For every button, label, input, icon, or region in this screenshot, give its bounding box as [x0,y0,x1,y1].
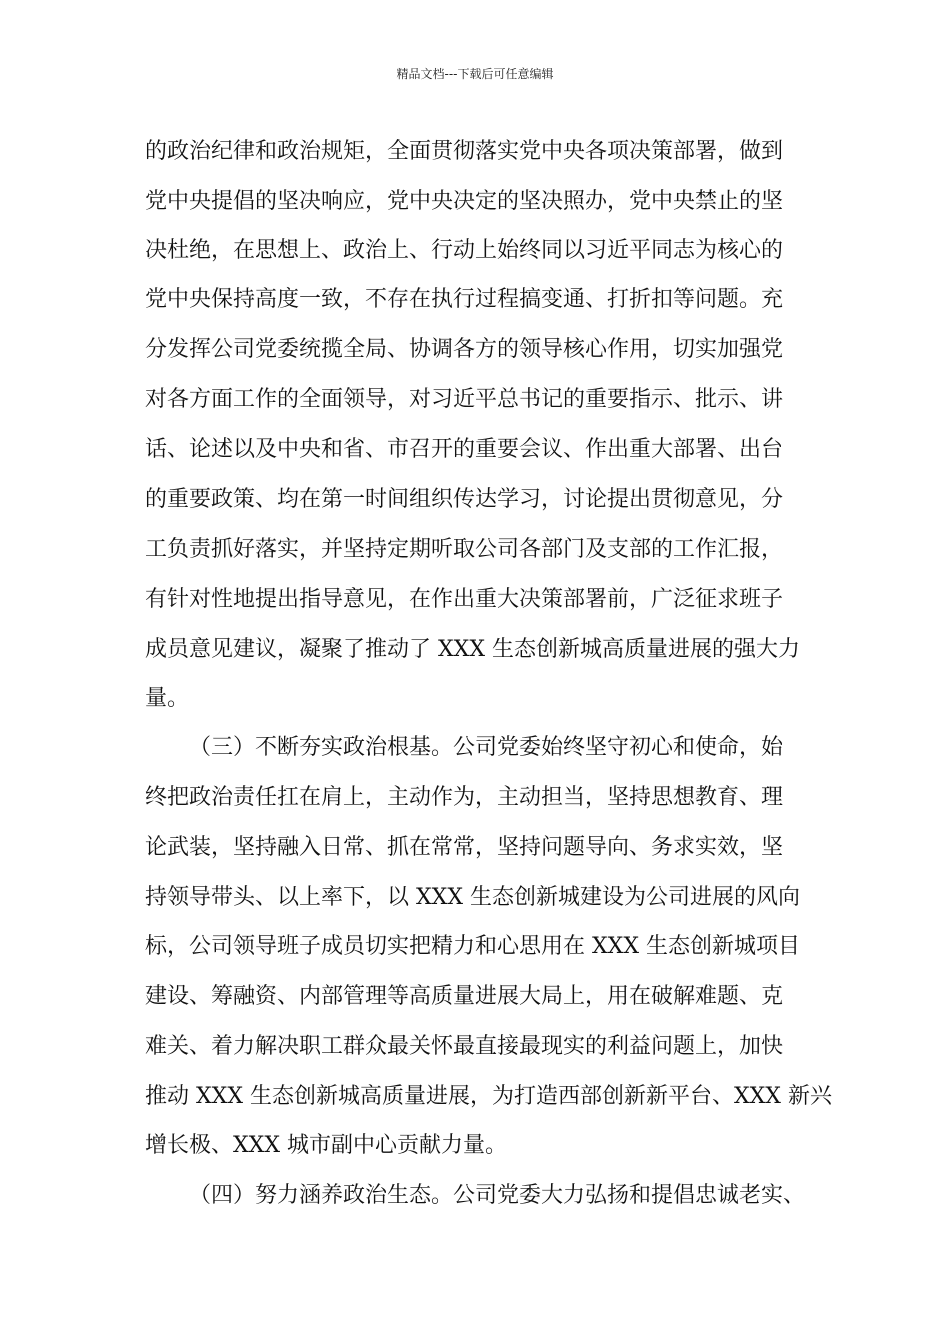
body-line: 有针对性地提出指导意见，在作出重大决策部署前，广泛征求班子 [145,587,784,612]
paragraph-start-line: （三）不断夯实政治根基。公司党委始终坚守初心和使命，始 [189,735,784,760]
body-line: 党中央保持高度一致，不存在执行过程搞变通、打折扣等问题。充 [145,287,784,312]
body-line: 量。 [145,686,190,711]
body-line: 标，公司领导班子成员切实把精力和心思用在 XXX 生态创新城项目 [145,934,800,959]
body-line: 决杜绝，在思想上、政治上、行动上始终同以习近平同志为核心的 [145,238,784,263]
body-line: 难关、着力解决职工群众最关怀最直接最现实的利益问题上，加快 [145,1034,784,1059]
paragraph-start-line: （四）努力涵养政治生态。公司党委大力弘扬和提倡忠诚老实、 [189,1183,806,1208]
body-line: 论武装，坚持融入日常、抓在常常，坚持问题导向、务求实效，坚 [145,835,784,860]
page-header: 精品文档---下载后可任意编辑 [396,67,554,81]
body-line: 持领导带头、以上率下，以 XXX 生态创新城建设为公司进展的风向 [145,885,800,910]
body-line: 的政治纪律和政治规矩，全面贯彻落实党中央各项决策部署，做到 [145,139,784,164]
body-line: 分发挥公司党委统揽全局、协调各方的领导核心作用，切实加强党 [145,337,784,362]
body-line: 成员意见建议，凝聚了推动了 XXX 生态创新城高质量进展的强大力 [145,637,800,662]
body-line: 的重要政策、均在第一时间组织传达学习，讨论提出贯彻意见，分 [145,487,784,512]
body-line: 推动 XXX 生态创新城高质量进展，为打造西部创新新平台、XXX 新兴 [145,1084,832,1109]
body-line: 对各方面工作的全面领导，对习近平总书记的重要指示、批示、讲 [145,387,784,412]
body-line: 增长极、XXX 城市副中心贡献力量。 [145,1133,507,1158]
body-line: 工负责抓好落实，并坚持定期听取公司各部门及支部的工作汇报， [145,537,784,562]
body-line: 终把政治责任扛在肩上，主动作为，主动担当，坚持思想教育、理 [145,785,784,810]
body-line: 建设、筹融资、内部管理等高质量进展大局上，用在破解难题、克 [145,984,784,1009]
body-line: 党中央提倡的坚决响应，党中央决定的坚决照办，党中央禁止的坚 [145,189,784,214]
body-line: 话、论述以及中央和省、市召开的重要会议、作出重大部署、出台 [145,437,784,462]
